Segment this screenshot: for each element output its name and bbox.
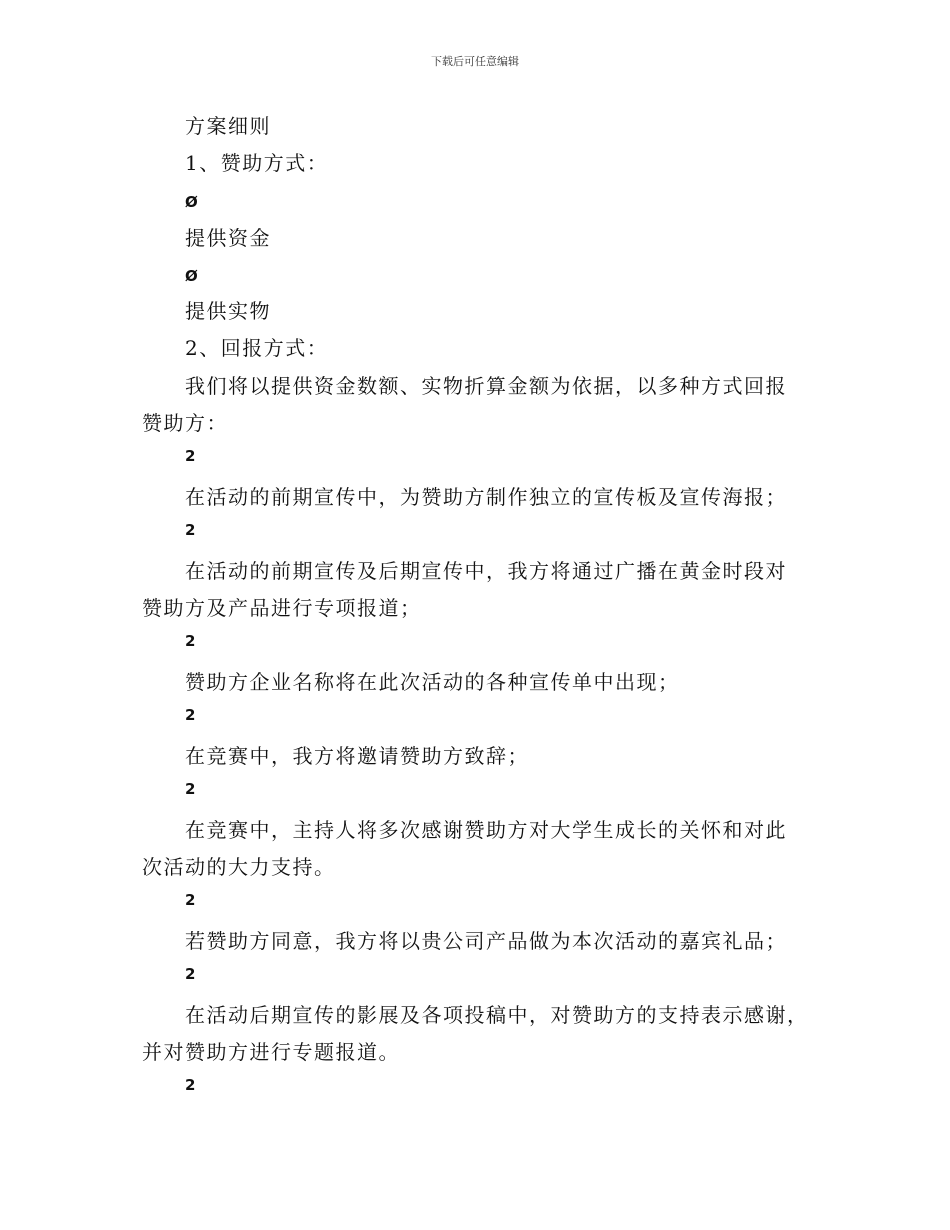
bullet-symbol: 2 <box>185 706 196 724</box>
list-item: 在活动的前期宣传中，为赞助方制作独立的宣传板及宣传海报； <box>185 485 787 509</box>
list-item: 在活动的前期宣传及后期宣传中，我方将通过广播在黄金时段对 <box>185 559 787 583</box>
list-item: 提供实物 <box>185 299 271 323</box>
bullet-symbol: 2 <box>185 632 196 650</box>
list-item-continuation: 并对赞助方进行专题报道。 <box>142 1040 400 1064</box>
page-header: 下载后可任意编辑 <box>431 55 519 68</box>
list-item: 在竞赛中，我方将邀请赞助方致辞； <box>185 744 529 768</box>
list-item: 提供资金 <box>185 226 271 250</box>
bullet-symbol: 2 <box>185 447 196 465</box>
list-item: 赞助方企业名称将在此次活动的各种宣传单中出现； <box>185 670 680 694</box>
paragraph-line: 我们将以提供资金数额、实物折算金额为依据，以多种方式回报 <box>185 374 787 398</box>
list-item-continuation: 次活动的大力支持。 <box>142 855 336 879</box>
section-title: 方案细则 <box>185 114 271 138</box>
return-method-heading: 2、回报方式： <box>185 336 329 360</box>
bullet-symbol: 2 <box>185 965 196 983</box>
list-item: 在活动后期宣传的影展及各项投稿中，对赞助方的支持表示感谢， <box>185 1003 809 1027</box>
list-item-continuation: 赞助方及产品进行专项报道； <box>142 596 422 620</box>
paragraph-line: 赞助方： <box>142 411 228 435</box>
list-item: 若赞助方同意，我方将以贵公司产品做为本次活动的嘉宾礼品； <box>185 929 787 953</box>
bullet-symbol: Ø <box>185 193 198 211</box>
bullet-symbol: 2 <box>185 1076 196 1094</box>
bullet-symbol: Ø <box>185 267 198 285</box>
sponsor-method-heading: 1、赞助方式： <box>185 151 329 175</box>
bullet-symbol: 2 <box>185 891 196 909</box>
list-item: 在竞赛中，主持人将多次感谢赞助方对大学生成长的关怀和对此 <box>185 818 787 842</box>
bullet-symbol: 2 <box>185 521 196 539</box>
bullet-symbol: 2 <box>185 780 196 798</box>
